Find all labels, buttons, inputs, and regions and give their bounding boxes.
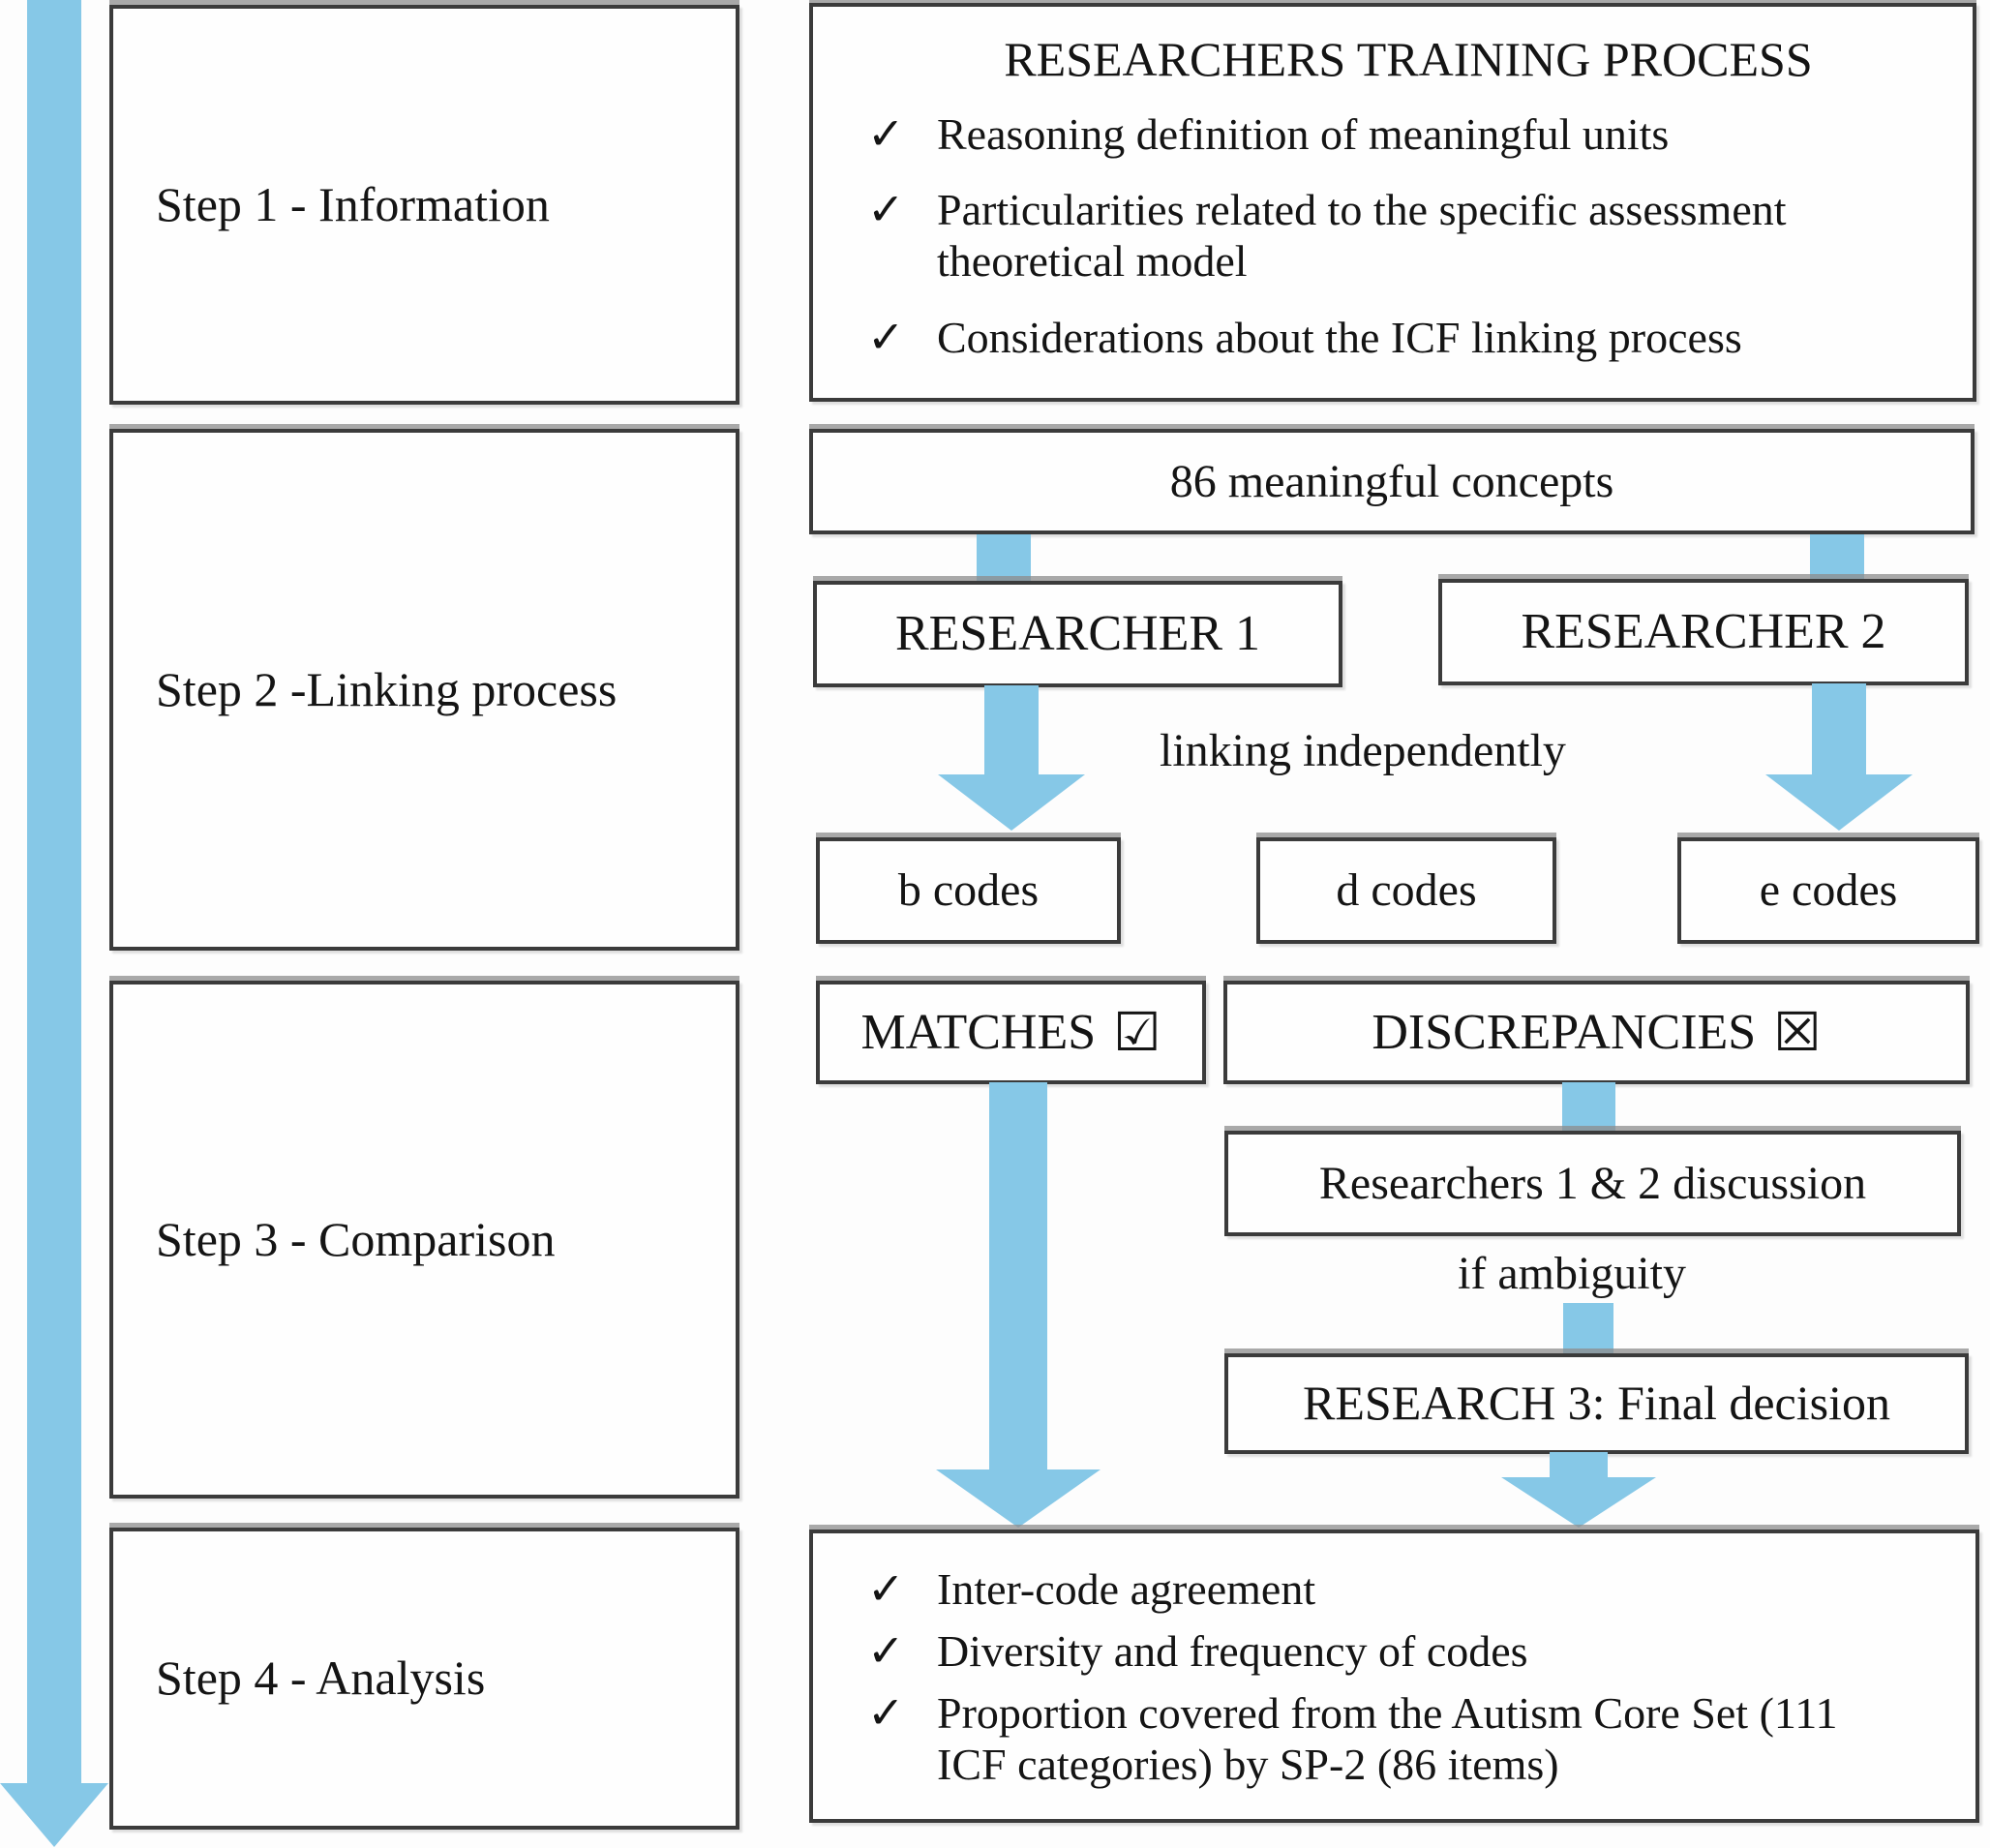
concepts-box <box>809 429 1975 534</box>
analysis-item <box>867 1688 1866 1791</box>
analysis-item-text: Diversity and frequency of codes <box>937 1625 1528 1676</box>
discrepancies-box <box>1223 981 1970 1084</box>
arrow-matches-to-analysis-shaft <box>989 1082 1047 1469</box>
step-1-label: Step 1 - Information <box>156 176 550 231</box>
arrow-final-to-analysis-head <box>1501 1477 1656 1528</box>
arrow-ambiguity-to-final <box>1563 1303 1613 1355</box>
arrow-researcher2-down-shaft <box>1812 683 1866 774</box>
discrepancies-label: DISCREPANCIES <box>1372 1004 1757 1060</box>
step-2-label: Step 2 -Linking process <box>156 661 618 716</box>
discussion-label: Researchers 1 & 2 discussion <box>1318 1157 1867 1209</box>
timeline-arrow-head <box>0 1783 108 1847</box>
arrow-concepts-to-researcher2 <box>1810 534 1864 581</box>
concepts-label: 86 meaningful concepts <box>1169 455 1614 507</box>
step-2-box <box>109 429 739 951</box>
matches-label: MATCHES <box>860 1004 1097 1060</box>
training-item <box>867 313 1742 364</box>
e-codes-box <box>1677 837 1979 944</box>
analysis-item-text: Proportion covered from the Autism Core Set (111 ICF categories) by SP-2 (86 items) <box>937 1687 1838 1789</box>
b-codes-box <box>816 837 1121 944</box>
training-item-text: Considerations about the ICF linking process <box>937 313 1742 363</box>
check-icon: ✓ <box>867 108 905 159</box>
step-3-box <box>109 981 739 1499</box>
d-codes-label: d codes <box>1336 864 1477 917</box>
arrow-discrepancies-to-discussion <box>1562 1082 1615 1133</box>
analysis-item <box>867 1564 1315 1616</box>
checked-box-icon: ☑ <box>1113 1002 1161 1062</box>
step-4-label: Step 4 - Analysis <box>156 1651 486 1706</box>
check-icon: ✓ <box>867 1687 905 1738</box>
linking-note: linking independently <box>1160 725 1566 776</box>
arrow-matches-to-analysis-head <box>936 1469 1101 1528</box>
training-item <box>867 109 1669 161</box>
arrow-researcher2-down-head <box>1765 774 1913 831</box>
check-icon: ✓ <box>867 185 905 235</box>
check-icon: ✓ <box>867 1625 905 1676</box>
check-icon: ✓ <box>867 313 905 363</box>
researcher2-label: RESEARCHER 2 <box>1521 604 1886 660</box>
training-process-box <box>809 3 1976 402</box>
final-decision-label: RESEARCH 3: Final decision <box>1303 1376 1890 1431</box>
ambiguity-note: if ambiguity <box>1458 1248 1686 1299</box>
discussion-box <box>1224 1131 1961 1236</box>
d-codes-box <box>1256 837 1556 944</box>
timeline-arrow-shaft <box>27 0 81 1783</box>
analysis-box <box>809 1530 1979 1823</box>
arrow-concepts-to-researcher1 <box>977 534 1031 583</box>
researcher1-label: RESEARCHER 1 <box>894 606 1261 662</box>
e-codes-label: e codes <box>1759 864 1898 917</box>
researcher2-box <box>1438 579 1969 685</box>
final-decision-box <box>1224 1353 1969 1454</box>
b-codes-label: b codes <box>897 864 1040 917</box>
training-item <box>867 185 1949 288</box>
crossed-box-icon: ☒ <box>1773 1002 1822 1062</box>
analysis-item <box>867 1626 1528 1678</box>
step-4-box <box>109 1528 739 1830</box>
arrow-researcher1-down-head <box>938 774 1085 831</box>
training-item-text: Particularities related to the specific assessment theoretical model <box>937 185 1787 287</box>
researcher1-box <box>813 581 1342 687</box>
arrow-final-to-analysis-shaft <box>1550 1452 1608 1477</box>
step-3-label: Step 3 - Comparison <box>156 1211 556 1266</box>
analysis-item-text: Inter-code agreement <box>937 1564 1316 1614</box>
check-icon: ✓ <box>867 1564 905 1614</box>
step-1-box <box>109 5 739 405</box>
matches-box <box>816 981 1206 1084</box>
training-process-title: RESEARCHERS TRAINING PROCESS <box>1004 32 1813 86</box>
training-item-text: Reasoning definition of meaningful units <box>937 108 1670 159</box>
arrow-researcher1-down-shaft <box>984 685 1039 774</box>
